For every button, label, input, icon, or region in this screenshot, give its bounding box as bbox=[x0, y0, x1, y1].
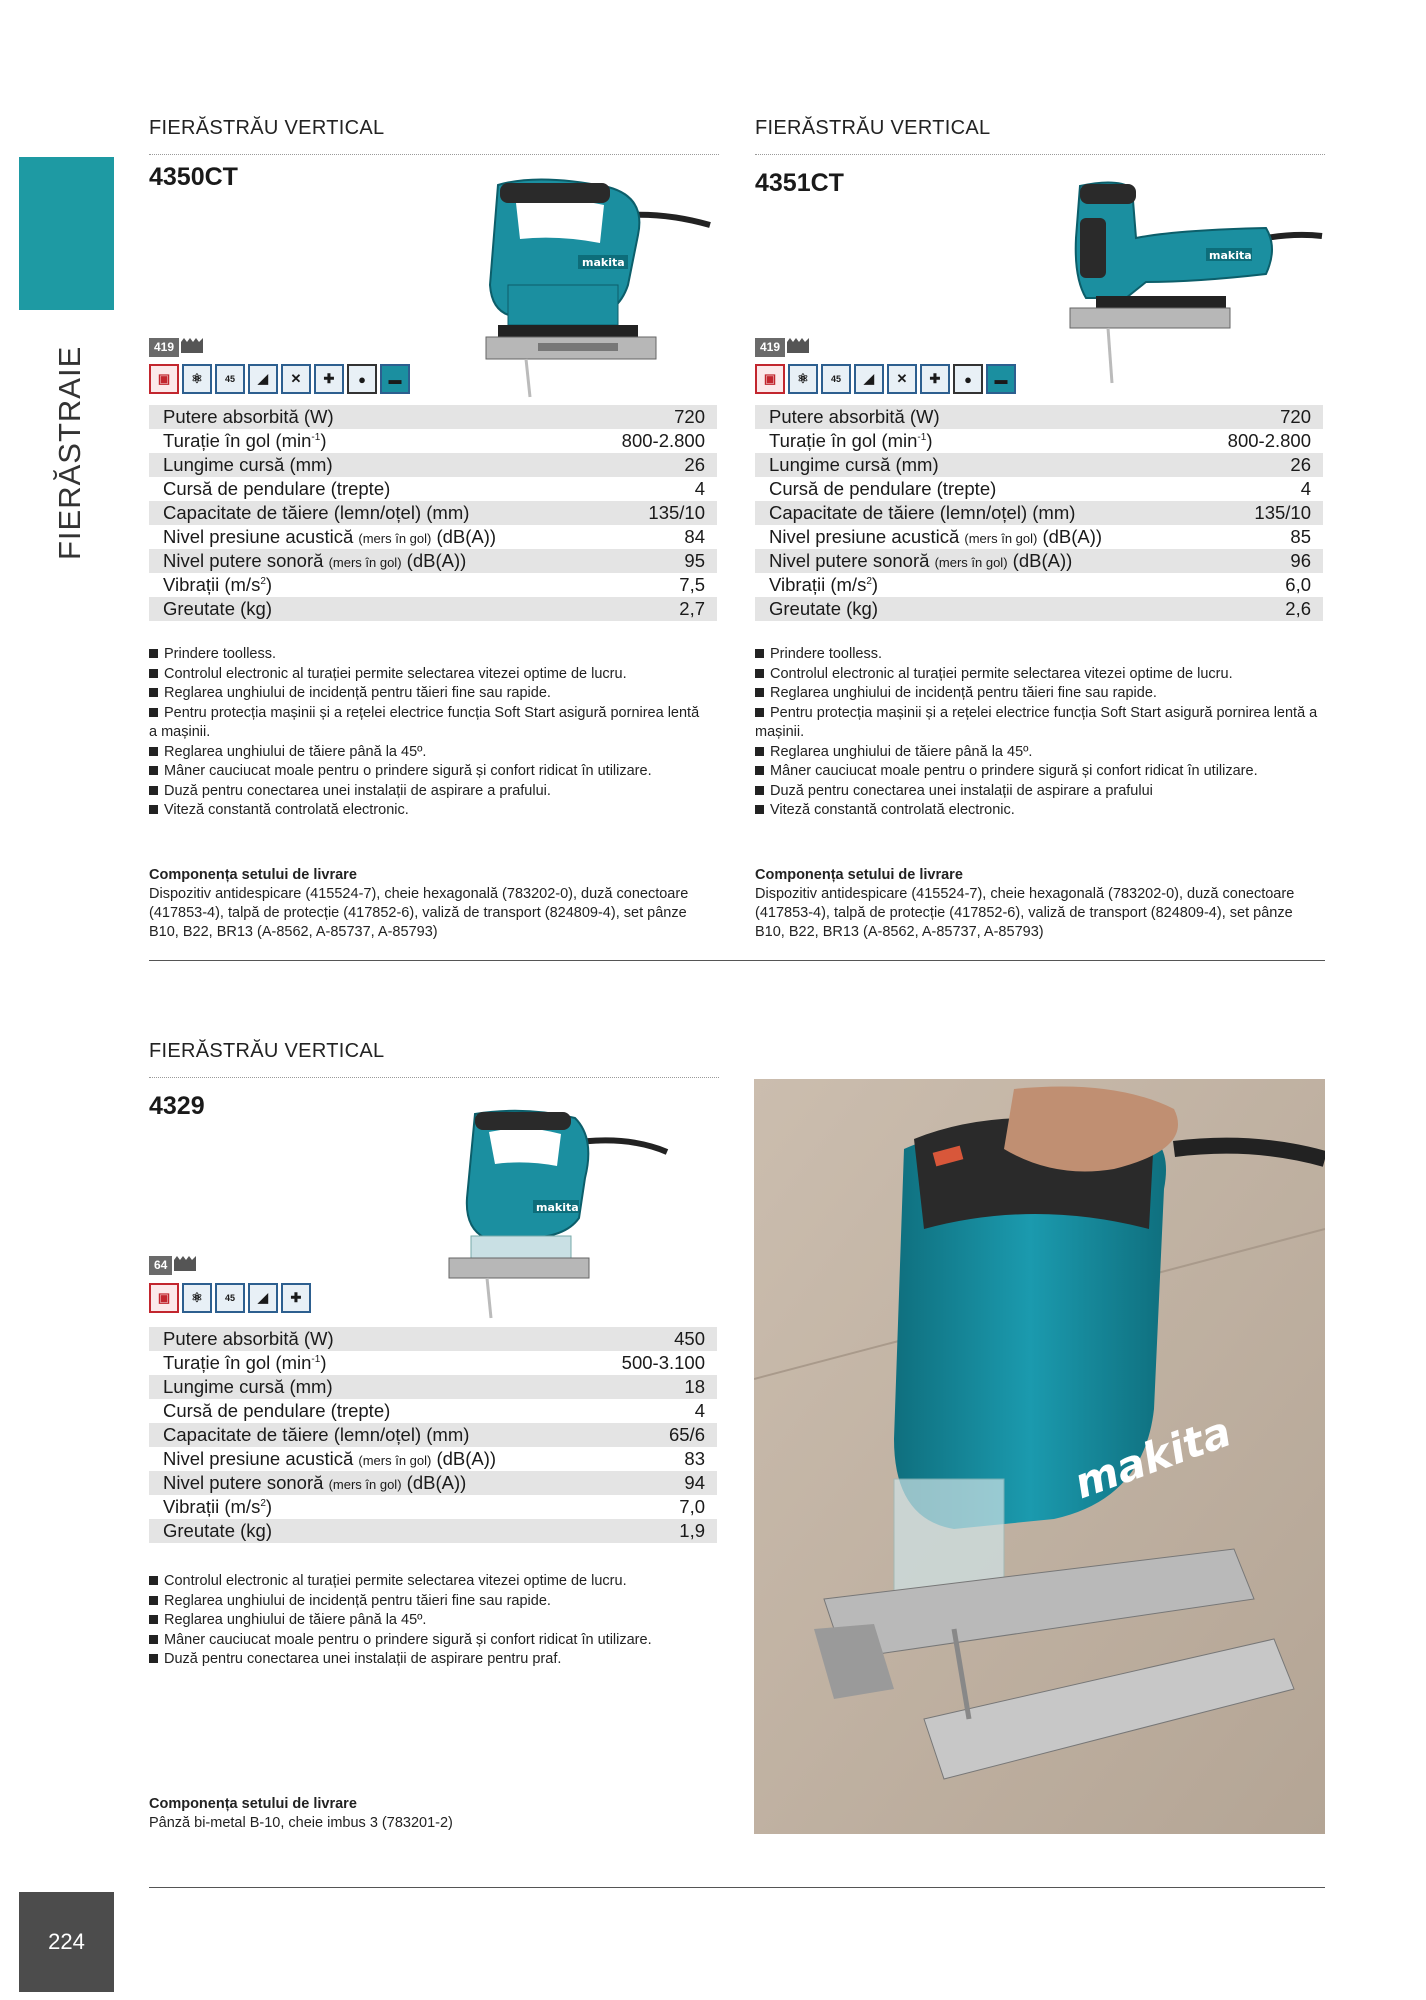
spec-value: 800-2.800 bbox=[584, 429, 717, 453]
spec-label: Capacitate de tăiere (lemn/oțel) (mm) bbox=[755, 501, 1190, 525]
spec-row bbox=[149, 429, 717, 453]
dust-blower-icon: ✚ bbox=[314, 364, 344, 394]
jigsaw-4350ct-image bbox=[478, 175, 713, 400]
spec-label: Nivel putere sonoră (mers în gol) (dB(A)) bbox=[149, 1471, 584, 1495]
feature-item: Duză pentru conectarea unei instalații de aspirare pentru praf. bbox=[149, 1650, 709, 1670]
svg-text:makita: makita bbox=[536, 1201, 579, 1214]
feature-item: Reglarea unghiului de tăiere până la 45º. bbox=[149, 1611, 709, 1631]
vibration-icon: ✕ bbox=[281, 364, 311, 394]
spec-label: Putere absorbită (W) bbox=[149, 405, 584, 429]
kit-title: Componența setului de livrare bbox=[149, 1796, 357, 1812]
jigsaw-in-use-photo bbox=[754, 1079, 1325, 1834]
spec-row bbox=[149, 1375, 717, 1399]
spec-label: Lungime cursă (mm) bbox=[149, 453, 584, 477]
vibration-icon: ✕ bbox=[887, 364, 917, 394]
section-title: FIERĂSTRĂU VERTICAL bbox=[149, 1040, 385, 1062]
spec-label: Lungime cursă (mm) bbox=[149, 1375, 584, 1399]
jigsaw-4351ct-image bbox=[1066, 178, 1324, 388]
spec-value: 4 bbox=[584, 1399, 717, 1423]
badge-number: 419 bbox=[755, 338, 785, 357]
blade-count-badge bbox=[149, 1256, 196, 1275]
speed-control-icon: ▣ bbox=[149, 364, 179, 394]
saw-blade-icon bbox=[174, 1256, 196, 1275]
spec-row bbox=[149, 1495, 717, 1519]
spec-label: Cursă de pendulare (trepte) bbox=[149, 477, 584, 501]
soft-start-icon: ◢ bbox=[854, 364, 884, 394]
section-title: FIERĂSTRĂU VERTICAL bbox=[149, 117, 385, 139]
spec-row bbox=[149, 597, 717, 621]
page-number: 224 bbox=[19, 1892, 114, 1992]
spec-row bbox=[755, 429, 1323, 453]
feature-icons-row bbox=[149, 364, 410, 394]
model-name: 4351CT bbox=[755, 169, 844, 197]
spec-value: 4 bbox=[1190, 477, 1323, 501]
bevel-45-icon: 45 bbox=[215, 364, 245, 394]
svg-text:makita: makita bbox=[1209, 249, 1252, 262]
section-divider bbox=[149, 960, 1325, 961]
spec-row bbox=[149, 501, 717, 525]
spec-row bbox=[149, 1447, 717, 1471]
spec-row bbox=[149, 405, 717, 429]
feature-item: Controlul electronic al turației permite selectarea vitezei optime de lucru. bbox=[149, 665, 709, 685]
feature-item: Viteză constantă controlată electronic. bbox=[755, 801, 1325, 821]
spec-value: 2,7 bbox=[584, 597, 717, 621]
bevel-45-icon: 45 bbox=[215, 1283, 245, 1313]
spec-value: 83 bbox=[584, 1447, 717, 1471]
pendulum-icon: ⚛ bbox=[182, 364, 212, 394]
soft-start-icon: ◢ bbox=[248, 1283, 278, 1313]
spec-label: Nivel putere sonoră (mers în gol) (dB(A)) bbox=[755, 549, 1190, 573]
spec-label: Greutate (kg) bbox=[149, 597, 584, 621]
spec-value: 135/10 bbox=[1190, 501, 1323, 525]
dust-blower-icon: ✚ bbox=[920, 364, 950, 394]
spec-row bbox=[149, 1423, 717, 1447]
spec-table-4351ct bbox=[755, 405, 1323, 621]
feature-item: Mâner cauciucat moale pentru o prindere sigură și confort ridicat în utilizare. bbox=[149, 762, 709, 782]
spec-row bbox=[149, 1471, 717, 1495]
category-tab-marker bbox=[19, 157, 114, 310]
spec-value: 4 bbox=[584, 477, 717, 501]
spec-row bbox=[755, 525, 1323, 549]
speed-control-icon: ▣ bbox=[755, 364, 785, 394]
feature-item: Mâner cauciucat moale pentru o prindere sigură și confort ridicat în utilizare. bbox=[149, 1631, 709, 1651]
feature-item: Reglarea unghiului de tăiere până la 45º. bbox=[755, 743, 1325, 763]
kit-text: Pânză bi-metal B-10, cheie imbus 3 (783201-2) bbox=[149, 1815, 453, 1831]
pendulum-icon: ⚛ bbox=[182, 1283, 212, 1313]
blade-count-badge bbox=[755, 338, 809, 357]
feature-item: Pentru protecția mașinii și a rețelei electrice funcția Soft Start asigură pornirea lentă a mașinii. bbox=[149, 704, 700, 740]
spec-value: 450 bbox=[584, 1327, 717, 1351]
spec-row bbox=[149, 1327, 717, 1351]
spec-label: Nivel presiune acustică (mers în gol) (dB(A)) bbox=[149, 1447, 584, 1471]
spec-row bbox=[149, 477, 717, 501]
saw-blade-icon bbox=[787, 338, 809, 357]
spec-value: 26 bbox=[584, 453, 717, 477]
spec-value: 65/6 bbox=[584, 1423, 717, 1447]
kit-text: Dispozitiv antidespicare (415524-7), cheie hexagonală (783202-0), duză conectoare (417853-4), talpă de protecție (417852-6), valiză de transport (824809-4), set pânze B10, B22, BR13 (A-8562, A-85737, A-85793) bbox=[149, 886, 689, 940]
spec-label: Vibrații $(m/s^2)$ bbox=[149, 573, 584, 597]
spec-row bbox=[149, 549, 717, 573]
spec-label: Greutate (kg) bbox=[149, 1519, 584, 1543]
spec-value: 800-2.800 bbox=[1190, 429, 1323, 453]
bevel-45-icon: 45 bbox=[821, 364, 851, 394]
saw-blade-icon bbox=[181, 338, 203, 357]
section-title: FIERĂSTRĂU VERTICAL bbox=[755, 117, 991, 139]
kit-contents-4350ct bbox=[149, 866, 709, 942]
spec-label: Turație în gol $(\min^{-1})$ bbox=[149, 1351, 584, 1375]
spec-row bbox=[755, 549, 1323, 573]
spec-value: 7,0 bbox=[584, 1495, 717, 1519]
spec-value: 84 bbox=[584, 525, 717, 549]
spec-value: 7,5 bbox=[584, 573, 717, 597]
spec-label: Nivel putere sonoră (mers în gol) (dB(A)) bbox=[149, 549, 584, 573]
blade-count-badge bbox=[149, 338, 203, 357]
kit-title: Componența setului de livrare bbox=[755, 867, 963, 883]
spec-label: Greutate (kg) bbox=[755, 597, 1190, 621]
spec-table-4329 bbox=[149, 1327, 717, 1543]
spec-label: Vibrații $(m/s^2)$ bbox=[149, 1495, 584, 1519]
pendulum-icon: ⚛ bbox=[788, 364, 818, 394]
spec-value: 95 bbox=[584, 549, 717, 573]
spec-value: 18 bbox=[584, 1375, 717, 1399]
feature-list-4329 bbox=[149, 1572, 709, 1670]
spec-label: Putere absorbită (W) bbox=[755, 405, 1190, 429]
spec-label: Cursă de pendulare (trepte) bbox=[755, 477, 1190, 501]
spec-row bbox=[755, 405, 1323, 429]
badge-number: 419 bbox=[149, 338, 179, 357]
feature-item: Prindere toolless. bbox=[149, 645, 709, 665]
footer-divider bbox=[149, 1887, 1325, 1888]
feature-item: Reglarea unghiului de incidență pentru tăieri fine sau rapide. bbox=[755, 684, 1325, 704]
spec-label: Capacitate de tăiere (lemn/oțel) (mm) bbox=[149, 1423, 584, 1447]
feature-item: Pentru protecția mașinii și a rețelei electrice funcția Soft Start asigură pornirea lentă a mașinii. bbox=[755, 704, 1318, 740]
feature-item: Duză pentru conectarea unei instalații de aspirare a prafului. bbox=[149, 782, 709, 802]
spec-value: 1,9 bbox=[584, 1519, 717, 1543]
case-icon: ▬ bbox=[986, 364, 1016, 394]
model-name: 4350CT bbox=[149, 163, 238, 191]
badge-number: 64 bbox=[149, 1256, 172, 1275]
spec-row bbox=[755, 573, 1323, 597]
spec-label: Cursă de pendulare (trepte) bbox=[149, 1399, 584, 1423]
spec-label: Turație în gol $(\min^{-1})$ bbox=[149, 429, 584, 453]
spec-value: 6,0 bbox=[1190, 573, 1323, 597]
spec-value: 85 bbox=[1190, 525, 1323, 549]
spec-row bbox=[149, 1519, 717, 1543]
speed-control-icon: ▣ bbox=[149, 1283, 179, 1313]
brand-logo: makita bbox=[1067, 1406, 1238, 1509]
spec-label: Nivel presiune acustică (mers în gol) (dB(A)) bbox=[149, 525, 584, 549]
spec-value: 26 bbox=[1190, 453, 1323, 477]
feature-item: Reglarea unghiului de tăiere până la 45º. bbox=[149, 743, 709, 763]
spec-value: 500-3.100 bbox=[584, 1351, 717, 1375]
feature-icons-row bbox=[149, 1283, 311, 1313]
spec-row bbox=[149, 453, 717, 477]
feature-icons-row bbox=[755, 364, 1016, 394]
feature-item: Duză pentru conectarea unei instalații de aspirare a prafului bbox=[755, 782, 1325, 802]
feature-item: Reglarea unghiului de incidență pentru tăieri fine sau rapide. bbox=[149, 1592, 709, 1612]
spec-row bbox=[149, 573, 717, 597]
feature-item: Controlul electronic al turației permite selectarea vitezei optime de lucru. bbox=[149, 1572, 709, 1592]
spec-label: Vibrații $(m/s^2)$ bbox=[755, 573, 1190, 597]
feature-item: Prindere toolless. bbox=[755, 645, 1325, 665]
feature-list-4350ct bbox=[149, 645, 709, 821]
spec-row bbox=[149, 1399, 717, 1423]
feature-item: Viteză constantă controlată electronic. bbox=[149, 801, 709, 821]
spec-label: Turație în gol $(\min^{-1})$ bbox=[755, 429, 1190, 453]
spec-row bbox=[755, 597, 1323, 621]
kit-contents-4329 bbox=[149, 1795, 709, 1833]
spec-label: Putere absorbită (W) bbox=[149, 1327, 584, 1351]
model-name: 4329 bbox=[149, 1092, 205, 1120]
spec-table-4350ct bbox=[149, 405, 717, 621]
feature-list-4351ct bbox=[755, 645, 1325, 821]
soft-start-icon: ◢ bbox=[248, 364, 278, 394]
spec-value: 2,6 bbox=[1190, 597, 1323, 621]
dotted-divider bbox=[755, 154, 1325, 155]
spec-row bbox=[755, 453, 1323, 477]
jigsaw-4329-image bbox=[445, 1108, 670, 1320]
constant-speed-icon: ● bbox=[953, 364, 983, 394]
spec-row bbox=[755, 477, 1323, 501]
spec-row bbox=[149, 1351, 717, 1375]
kit-text: Dispozitiv antidespicare (415524-7), cheie hexagonală (783202-0), duză conectoare (417853-4), talpă de protecție (417852-6), valiză de transport (824809-4), set pânze B10, B22, BR13 (A-8562, A-85737, A-85793) bbox=[755, 886, 1295, 940]
feature-item: Controlul electronic al turației permite selectarea vitezei optime de lucru. bbox=[755, 665, 1325, 685]
case-icon: ▬ bbox=[380, 364, 410, 394]
dotted-divider bbox=[149, 154, 719, 155]
spec-row bbox=[755, 501, 1323, 525]
spec-label: Lungime cursă (mm) bbox=[755, 453, 1190, 477]
spec-value: 96 bbox=[1190, 549, 1323, 573]
svg-text:makita: makita bbox=[582, 256, 625, 269]
category-label: FIERĂSTRAIE bbox=[52, 345, 87, 560]
spec-label: Capacitate de tăiere (lemn/oțel) (mm) bbox=[149, 501, 584, 525]
spec-value: 94 bbox=[584, 1471, 717, 1495]
spec-value: 135/10 bbox=[584, 501, 717, 525]
feature-item: Reglarea unghiului de incidență pentru tăieri fine sau rapide. bbox=[149, 684, 709, 704]
spec-label: Nivel presiune acustică (mers în gol) (dB(A)) bbox=[755, 525, 1190, 549]
spec-row bbox=[149, 525, 717, 549]
dust-blower-icon: ✚ bbox=[281, 1283, 311, 1313]
feature-item: Mâner cauciucat moale pentru o prindere sigură și confort ridicat în utilizare. bbox=[755, 762, 1325, 782]
kit-title: Componența setului de livrare bbox=[149, 867, 357, 883]
dotted-divider bbox=[149, 1077, 719, 1078]
constant-speed-icon: ● bbox=[347, 364, 377, 394]
spec-value: 720 bbox=[1190, 405, 1323, 429]
kit-contents-4351ct bbox=[755, 866, 1325, 942]
spec-value: 720 bbox=[584, 405, 717, 429]
